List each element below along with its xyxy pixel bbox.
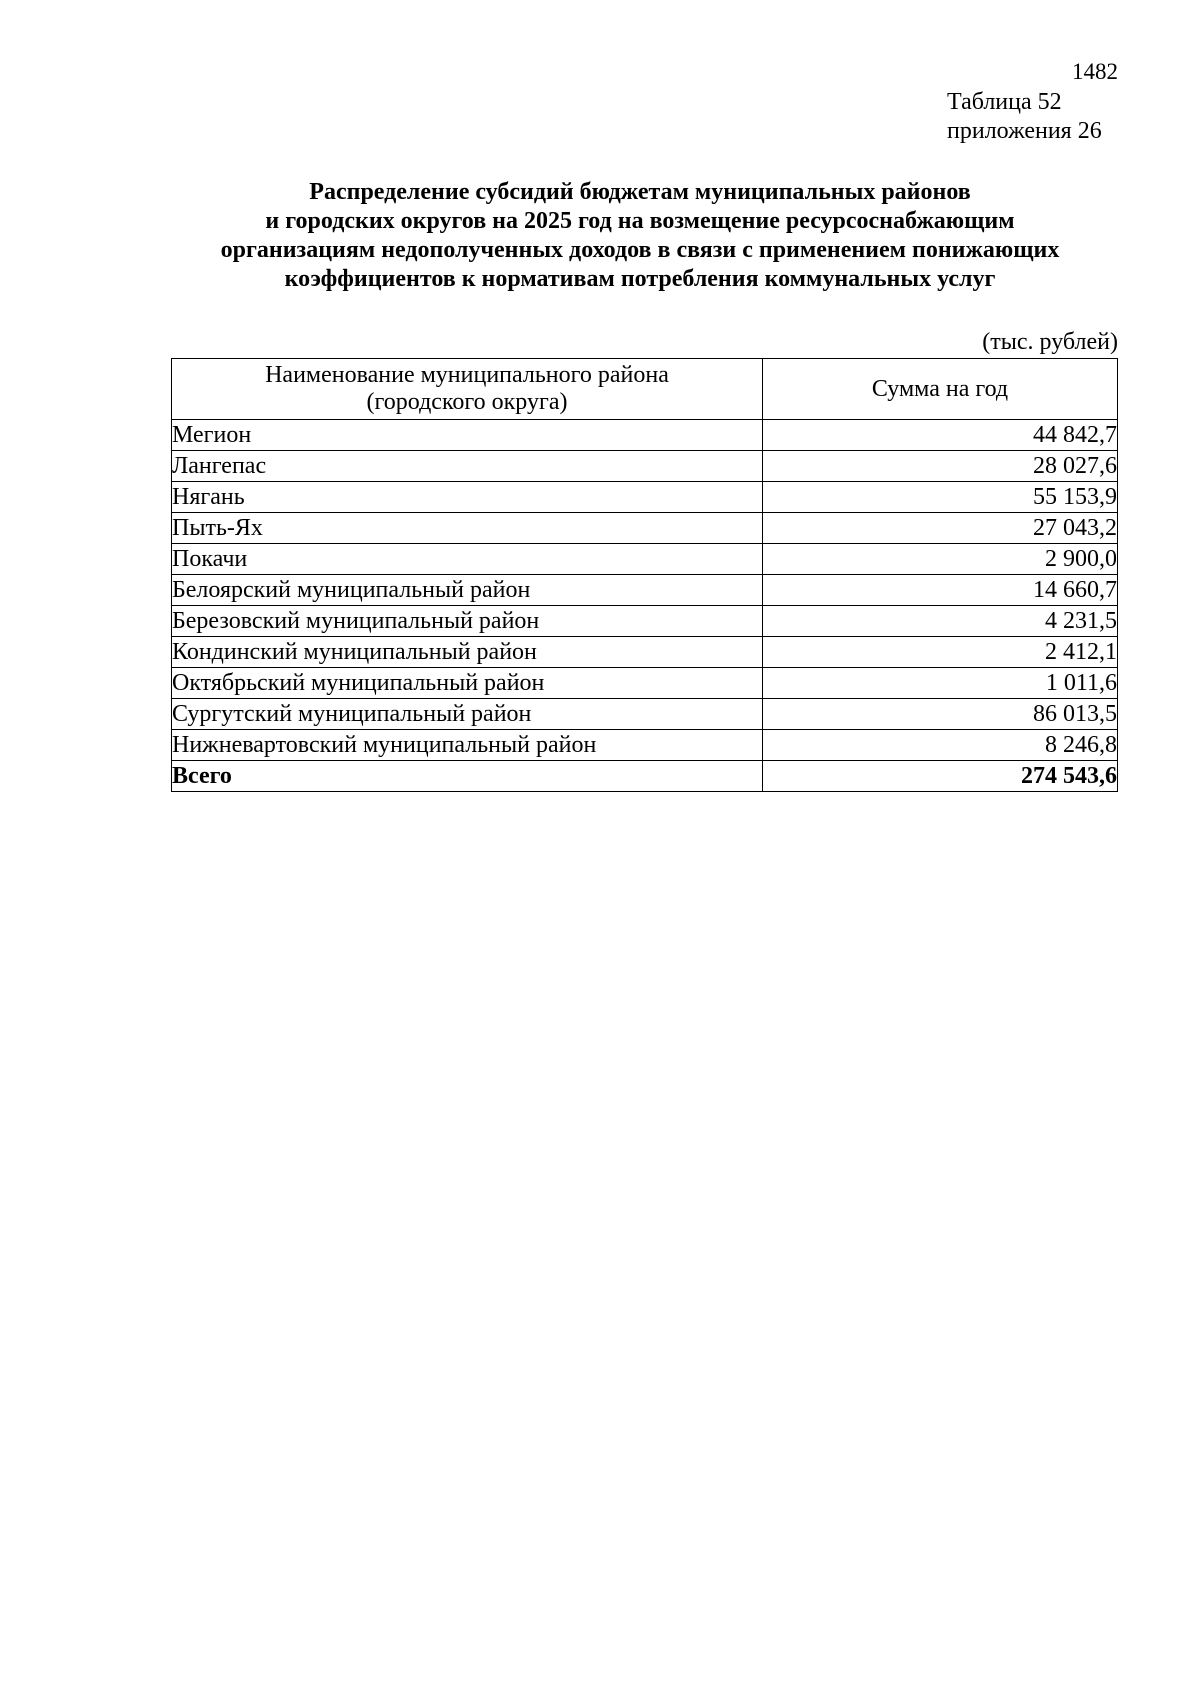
row-name: Кондинский муниципальный район xyxy=(172,637,763,668)
table-row xyxy=(172,544,1118,575)
units-label: (тыс. рублей) xyxy=(982,329,1118,355)
title-line-3: организациям недополученных доходов в связи с применением понижающих xyxy=(220,237,1060,263)
table-row xyxy=(172,699,1118,730)
row-amount: 2 412,1 xyxy=(763,637,1118,668)
row-amount: 86 013,5 xyxy=(763,699,1118,730)
row-name: Сургутский муниципальный район xyxy=(172,699,763,730)
table-row xyxy=(172,513,1118,544)
document-title xyxy=(160,178,1120,294)
table-header-row xyxy=(172,359,1118,420)
subsidy-table xyxy=(171,358,1118,792)
row-name: Лангепас xyxy=(172,451,763,482)
table-row xyxy=(172,668,1118,699)
row-name: Белоярский муниципальный район xyxy=(172,575,763,606)
row-name: Пыть-Ях xyxy=(172,513,763,544)
table-row xyxy=(172,482,1118,513)
title-line-1: Распределение субсидий бюджетам муниципальных районов xyxy=(309,179,971,205)
row-name: Нягань xyxy=(172,482,763,513)
page-number: 1482 xyxy=(1072,59,1118,84)
column-header-amount: Сумма на год xyxy=(763,359,1118,420)
total-label: Всего xyxy=(172,761,763,792)
column-header-name xyxy=(172,359,763,420)
row-name: Покачи xyxy=(172,544,763,575)
row-amount: 8 246,8 xyxy=(763,730,1118,761)
table-reference xyxy=(947,88,1102,146)
row-amount: 28 027,6 xyxy=(763,451,1118,482)
total-row xyxy=(172,761,1118,792)
table-row xyxy=(172,575,1118,606)
table-row xyxy=(172,637,1118,668)
table-row xyxy=(172,730,1118,761)
appendix-reference-line: приложения 26 xyxy=(947,118,1102,144)
column-header-name-line-2: (городского округа) xyxy=(366,389,568,415)
column-header-name-line-1: Наименование муниципального района xyxy=(265,362,669,388)
table-reference-line: Таблица 52 xyxy=(947,89,1062,115)
row-amount: 55 153,9 xyxy=(763,482,1118,513)
table-row xyxy=(172,606,1118,637)
row-amount: 1 011,6 xyxy=(763,668,1118,699)
row-name: Березовский муниципальный район xyxy=(172,606,763,637)
row-amount: 14 660,7 xyxy=(763,575,1118,606)
row-amount: 2 900,0 xyxy=(763,544,1118,575)
total-amount: 274 543,6 xyxy=(763,761,1118,792)
row-amount: 4 231,5 xyxy=(763,606,1118,637)
table-row xyxy=(172,451,1118,482)
row-amount: 27 043,2 xyxy=(763,513,1118,544)
title-line-4: коэффициентов к нормативам потребления коммунальных услуг xyxy=(284,266,996,292)
row-name: Мегион xyxy=(172,420,763,451)
row-name: Октябрьский муниципальный район xyxy=(172,668,763,699)
row-name: Нижневартовский муниципальный район xyxy=(172,730,763,761)
title-line-2: и городских округов на 2025 год на возмещение ресурсоснабжающим xyxy=(265,208,1015,234)
table-row xyxy=(172,420,1118,451)
row-amount: 44 842,7 xyxy=(763,420,1118,451)
